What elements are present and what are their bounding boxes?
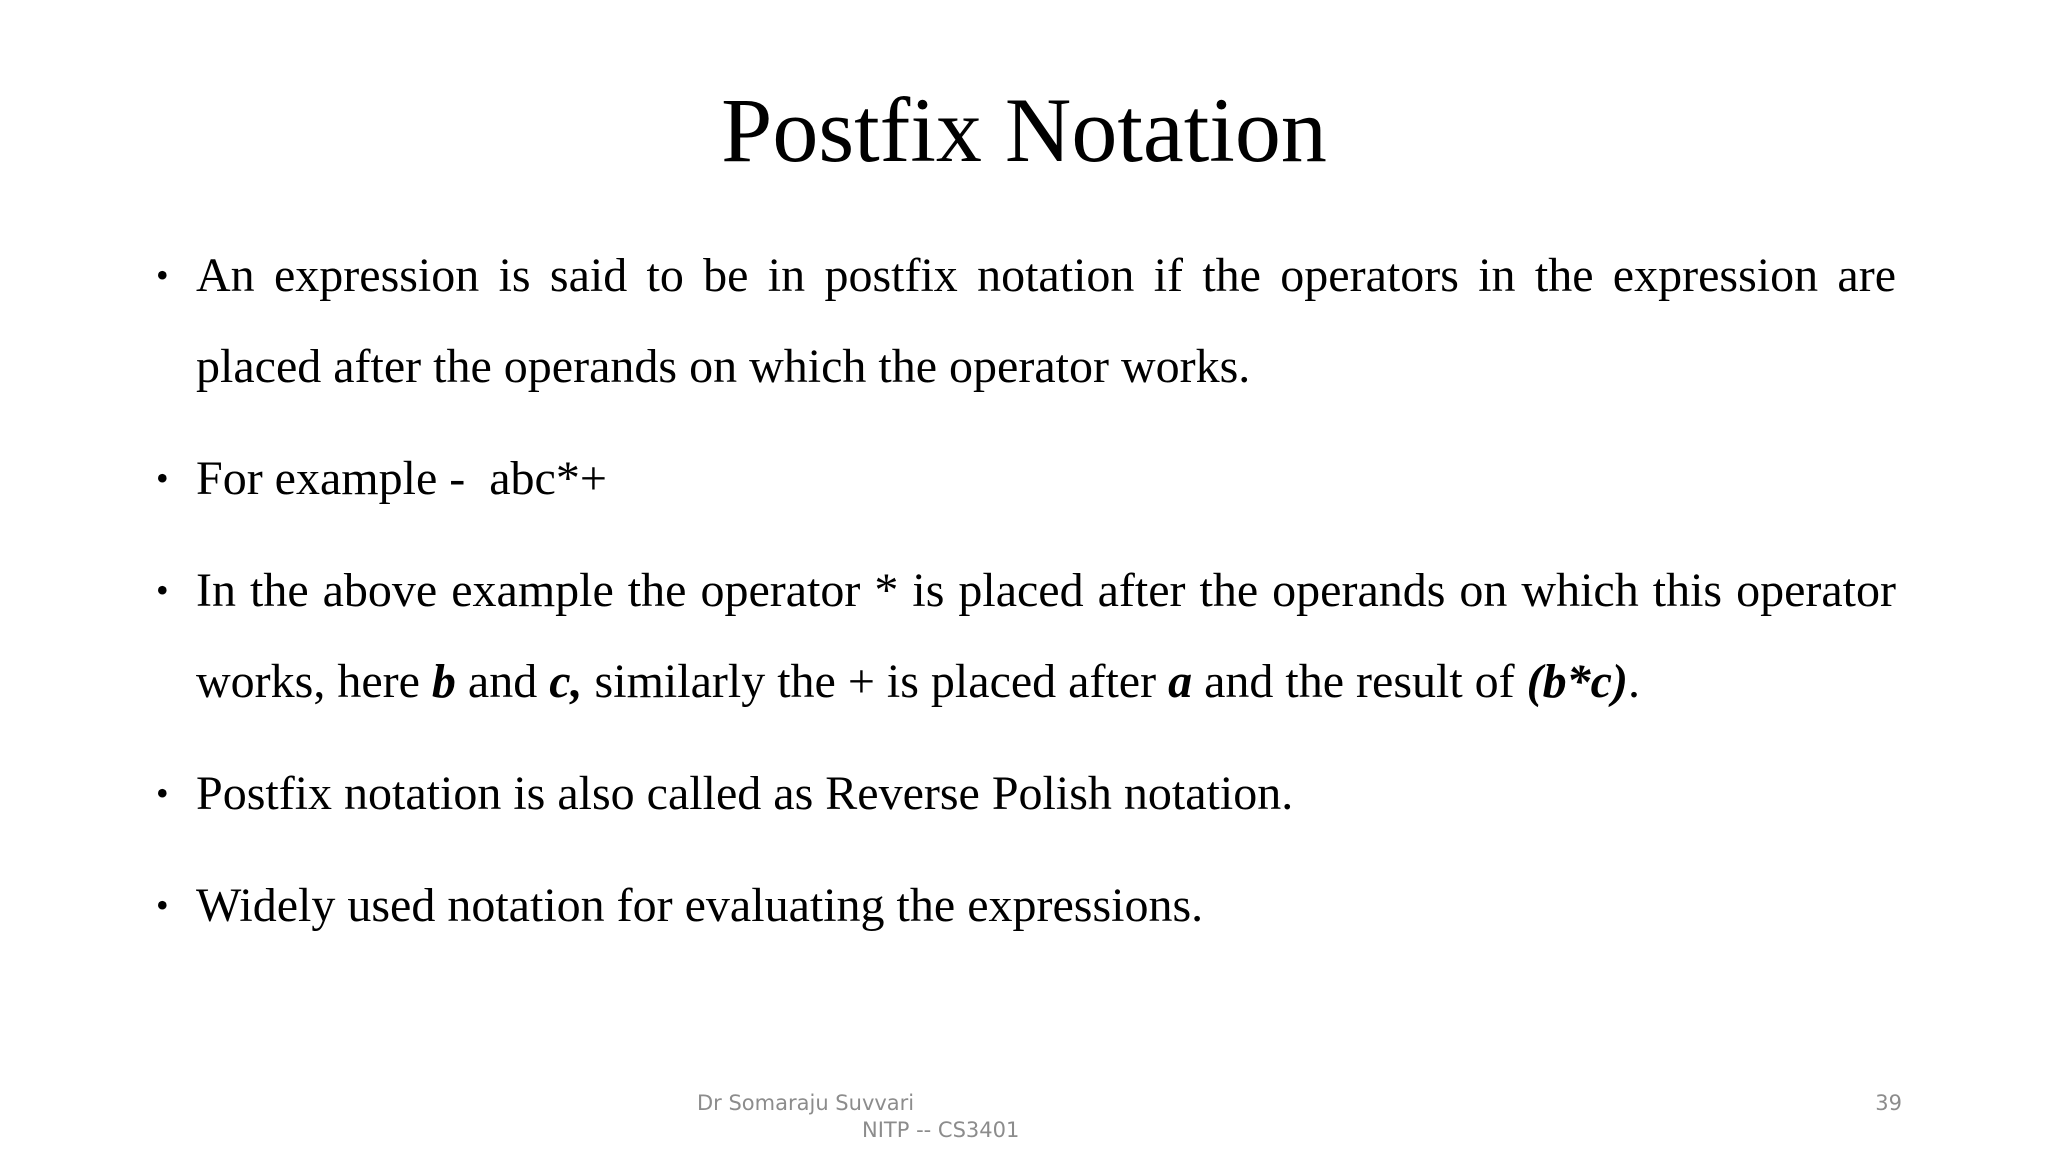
page-number: 39 bbox=[1875, 1091, 1902, 1115]
operand-a: a bbox=[1168, 655, 1193, 708]
expression-bc: (b*c) bbox=[1526, 655, 1628, 708]
bullet-text: An expression is said to be in postfix notation if the operators in the expression are placed after the operands on which the operator works. bbox=[196, 249, 1896, 393]
bullet-text-part: In the above example the operator * is placed after the operands on which this operator works, here bbox=[196, 564, 1896, 708]
bullet-item bbox=[156, 545, 1896, 727]
bullet-item bbox=[156, 860, 1896, 951]
bullet-icon: • bbox=[156, 773, 169, 813]
slide-title: Postfix Notation bbox=[721, 79, 1327, 181]
bullet-icon: • bbox=[156, 458, 169, 498]
bullet-item bbox=[156, 433, 1896, 524]
operand-c: c, bbox=[549, 655, 583, 708]
footer-course: NITP -- CS3401 bbox=[862, 1118, 1020, 1142]
bullet-text-part: . bbox=[1627, 655, 1640, 708]
bullet-text-part: and bbox=[455, 655, 550, 708]
bullet-icon: • bbox=[156, 255, 169, 295]
bullet-text-part: and the result of bbox=[1192, 655, 1527, 708]
bullet-text: Widely used notation for evaluating the expressions. bbox=[196, 879, 1204, 932]
bullet-item bbox=[156, 230, 1896, 412]
bullet-list bbox=[156, 230, 1896, 972]
bullet-text-part: similarly the + is placed after bbox=[582, 655, 1169, 708]
bullet-icon: • bbox=[156, 885, 169, 925]
bullet-text: For example - abc*+ bbox=[196, 452, 607, 505]
operand-b: b bbox=[431, 655, 456, 708]
bullet-item bbox=[156, 748, 1896, 839]
bullet-icon: • bbox=[156, 570, 169, 610]
bullet-text: Postfix notation is also called as Reverse Polish notation. bbox=[196, 767, 1294, 820]
footer-author: Dr Somaraju Suvvari bbox=[697, 1091, 915, 1115]
